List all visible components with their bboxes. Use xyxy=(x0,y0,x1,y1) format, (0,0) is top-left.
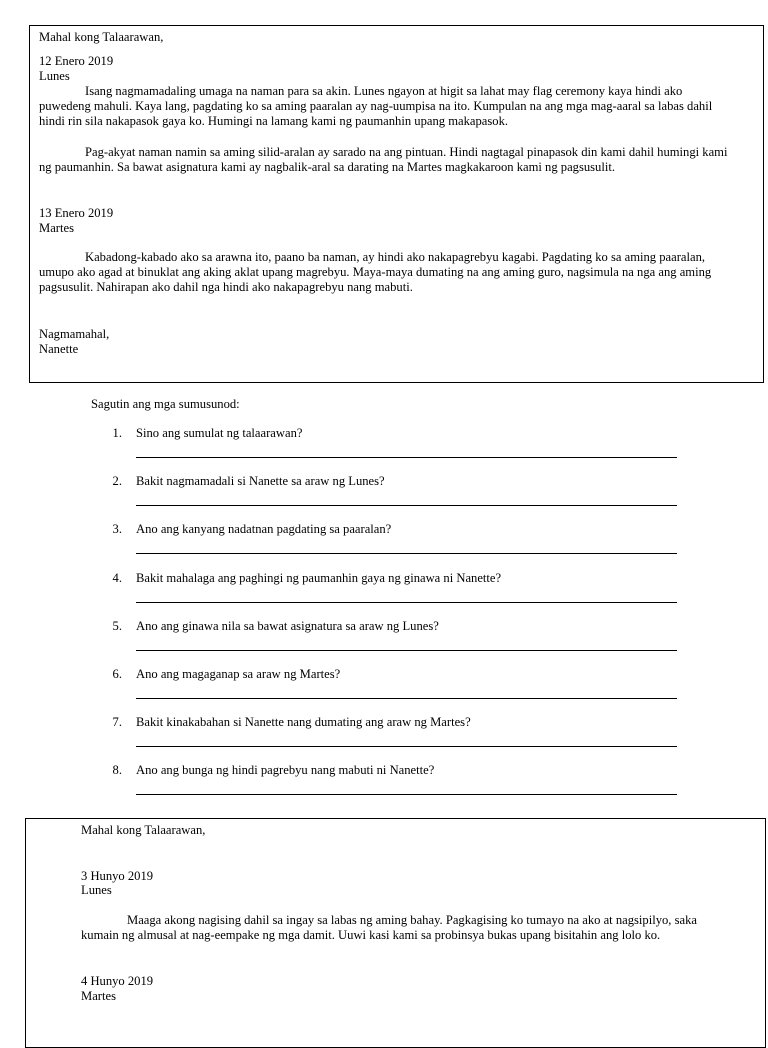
question-text: Sino ang sumulat ng talaarawan? xyxy=(136,426,303,440)
entry-day: Lunes xyxy=(39,69,70,83)
answer-line[interactable] xyxy=(136,457,677,458)
question-text: Ano ang bunga ng hindi pagrebyu nang mabuti ni Nanette? xyxy=(136,763,435,778)
entry-paragraph: Isang nagmamadaling umaga na naman para sa akin. Lunes ngayon at higit sa lahat may flag ceremony kaya hindi ako puwedeng mahuli. Kaya lang, pagdating ko sa aming paaralan ay nag-uumpisa na ito. Kumpulan na ang mga mag-aaral sa labas dahil hindi rin sila nakapasok gaya ko. Humingi na lamang kami ng paumanhin upang makapasok. xyxy=(39,84,713,129)
question-text: Ano ang magaganap sa araw ng Martes? xyxy=(136,667,341,681)
question-number: 6. xyxy=(112,667,122,681)
answer-line[interactable] xyxy=(136,602,677,603)
question-number: 3. xyxy=(112,522,122,537)
question-text: Bakit kinakabahan si Nanette nang dumating ang araw ng Martes? xyxy=(136,715,471,730)
question-text: Ano ang kanyang nadatnan pagdating sa paaralan? xyxy=(136,522,392,537)
answer-line[interactable] xyxy=(136,505,677,506)
question-number: 8. xyxy=(112,763,122,778)
diary-letter-2 xyxy=(25,818,766,1048)
letter-greeting: Mahal kong Talaarawan, xyxy=(81,823,206,837)
letter-greeting: Mahal kong Talaarawan, xyxy=(39,30,164,44)
question-number: 7. xyxy=(112,715,122,730)
entry-paragraph: Pag-akyat naman namin sa aming silid-aralan ay sarado na ang pintuan. Hindi nagtagal pinapasok din kami dahil humingi kami ng paumanhin. Sa bawat asignatura kami ay nagbalik-aral sa darating na Martes magkakaroon kami ng pagsusulit. xyxy=(39,145,728,175)
answer-line[interactable] xyxy=(136,698,677,699)
entry-paragraph: Kabadong-kabado ako sa arawna ito, paano ba naman, ay hindi ako nakapagrebyu kagabi. Pagdating ko sa aming paaralan, umupo ako agad at binuklat ang aking aklat upang magrebyu. Maya-maya dumating na ang aming guro, nagsimula na nga ang aming pagsusulit. Nahirapan ako dahil nga hindi ako nakapagrebyu nang mabuti. xyxy=(39,250,712,295)
question-text: Bakit nagmamadali si Nanette sa araw ng Lunes? xyxy=(136,474,385,489)
question-text: Ano ang ginawa nila sa bawat asignatura sa araw ng Lunes? xyxy=(136,618,439,633)
answer-line[interactable] xyxy=(136,794,677,795)
question-text: Bakit mahalaga ang paghingi ng paumanhin gaya ng ginawa ni Nanette? xyxy=(136,570,502,585)
answer-line[interactable] xyxy=(136,650,677,651)
letter-closing: Nagmamahal, xyxy=(39,327,110,341)
entry-day: Lunes xyxy=(81,883,112,897)
question-number: 4. xyxy=(112,570,122,585)
question-number: 1. xyxy=(112,426,122,440)
questions-instruction: Sagutin ang mga sumusunod: xyxy=(91,397,240,411)
entry-date: 4 Hunyo 2019 xyxy=(81,974,154,988)
entry-date: 13 Enero 2019 xyxy=(39,206,114,220)
entry-date: 12 Enero 2019 xyxy=(39,54,114,68)
question-number: 5. xyxy=(112,618,122,633)
letter-signature: Nanette xyxy=(39,342,79,356)
entry-day: Martes xyxy=(39,221,74,235)
answer-line[interactable] xyxy=(136,553,677,554)
answer-line[interactable] xyxy=(136,746,677,747)
entry-day: Martes xyxy=(81,989,116,1003)
entry-date: 3 Hunyo 2019 xyxy=(81,869,154,883)
entry-paragraph: Maaga akong nagising dahil sa ingay sa labas ng aming bahay. Pagkagising ko tumayo na ako at nagsipilyo, saka kumain ng almusal at nag-eempake ng mga damit. Uuwi kasi kami sa probinsya bukas upang bisitahin ang lolo ko. xyxy=(81,913,697,943)
question-number: 2. xyxy=(112,474,122,489)
diary-letter-1 xyxy=(29,25,764,383)
